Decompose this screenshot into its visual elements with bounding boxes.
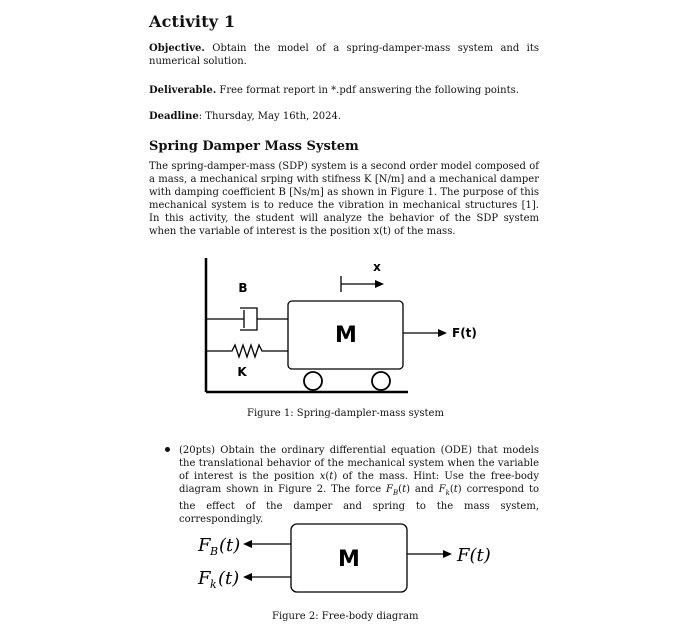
fbd-force-arrow	[407, 550, 452, 558]
section-title: Spring Damper Mass System	[149, 139, 359, 154]
deadline-text: : Thursday, May 16th, 2024.	[198, 111, 342, 122]
objective-label: Objective.	[149, 43, 205, 54]
bullet1-text: (20pts) Obtain the ordinary differential equation (ODE) that models the translational behavior of the mechanical system when the variable of interest is the position x(t) of the mass. Hint: Use the free-body diagram shown in Figure 2. The force $F_B(t)$ and $F_k(t)$ correspond to the effect of the damper and spring to the mass system, correspondingly.	[179, 445, 540, 525]
fbd-fb-arg: (t)	[219, 535, 241, 556]
damper-label: B	[238, 281, 248, 295]
objective-text: Obtain the model of a spring-damper-mass system and its numerical solution.	[149, 43, 539, 67]
fbd-mass-label: M	[338, 547, 360, 572]
deadline-label: Deadline	[149, 111, 199, 122]
fbd-fk-symbol: F	[198, 568, 211, 589]
spring-label: K	[237, 365, 247, 379]
fbd-fb-sub: B	[210, 545, 219, 558]
fbd-force-label: F(t)	[457, 545, 491, 566]
fbd-fk-sub: k	[210, 578, 217, 591]
fbd-fk-arg: (t)	[218, 568, 240, 589]
fbd-fb-symbol: F	[198, 535, 211, 556]
figure1-caption: Figure 1: Spring-dampler-mass system	[247, 408, 444, 419]
activity-title: Activity 1	[149, 12, 236, 31]
deliverable-label: Deliverable.	[149, 85, 217, 96]
fbd-fk-arrow	[243, 573, 291, 581]
position-label: x	[373, 260, 381, 274]
force-label: F(t)	[452, 326, 477, 340]
deliverable-text: Free format report in *.pdf answering the following points.	[219, 85, 519, 96]
mass-label: M	[335, 323, 357, 348]
section-body: The spring-damper-mass (SDP) system is a second order model composed of a mass, a mechanical srping with stifness K [N/m] and a mechanical damper with damping coefficient B [Ns/m] as shown in Figure 1. The purpose of this mechanical system is to reduce the vibration in mechanical structures [1]. In this activity, the student will analyze the behavior of the SDP system when the variable of interest is the position x(t) of the mass.	[149, 161, 539, 237]
fbd-fb-arrow	[243, 540, 291, 548]
figure2-caption: Figure 2: Free-body diagram	[272, 611, 419, 622]
